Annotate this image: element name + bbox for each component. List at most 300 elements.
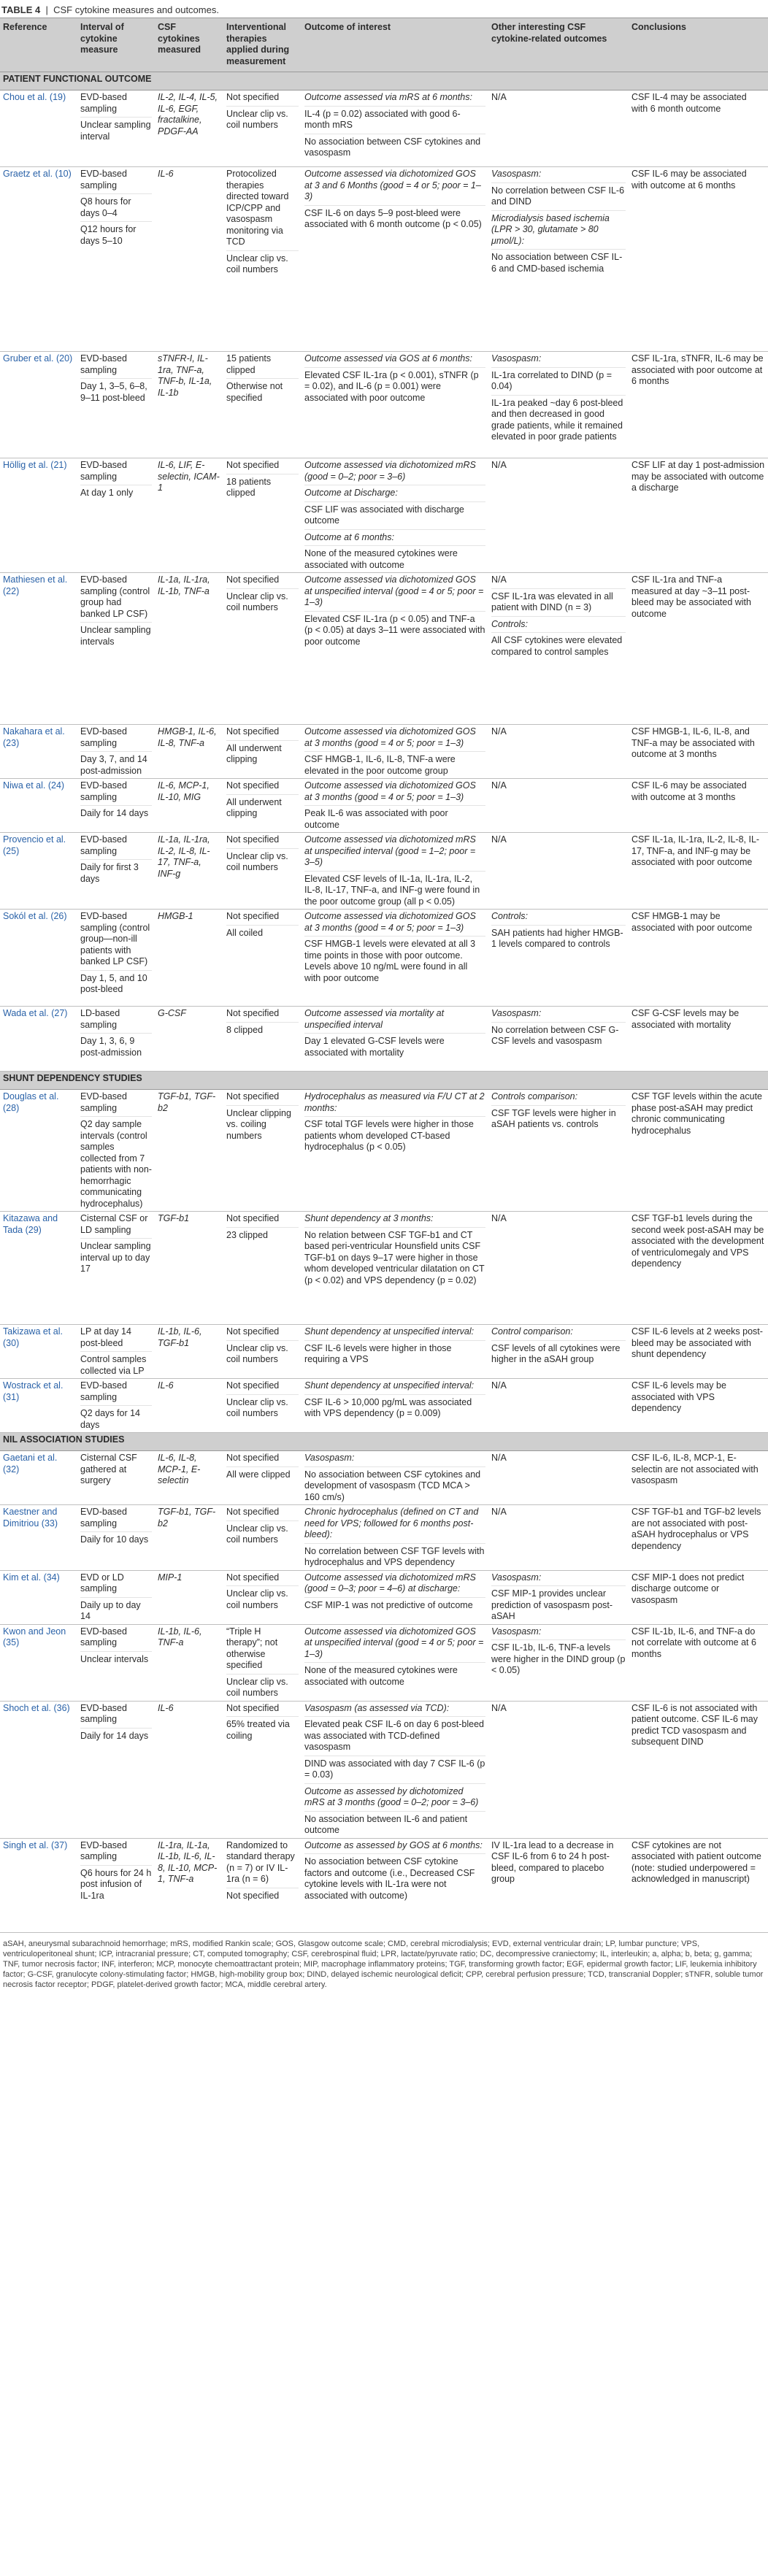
outcome-line: Outcome assessed via dichotomized GOS at unspecified interval (good = 4 or 5; poor = 1–3) [304,574,484,607]
reference-link[interactable]: Provencio et al. (25) [3,834,66,856]
outcome-cell [302,725,488,779]
outcome-line: Peak IL-6 was associated with poor outcome [304,805,485,831]
other-outcome-line: CSF IL-1ra was elevated in all patient with DIND (n = 3) [491,588,626,614]
table-row [0,1007,768,1072]
therapy-line: Unclear clip vs. coil numbers [226,1340,299,1366]
outcome-line: Chronic hydrocephalus (defined on CT and need for VPS; followed for 6 months post-bleed): [304,1507,479,1539]
other-outcomes-cell [488,91,629,167]
outcome-line: Outcome at 6 months: [304,529,485,544]
therapy-line: Not specified [226,834,280,845]
outcome-cell [302,167,488,352]
therapy-line: Not specified [226,1008,280,1018]
table-row [0,779,768,833]
therapy-line: Not specified [226,1213,280,1223]
outcome-line: CSF MIP-1 was not predictive of outcome [304,1597,485,1612]
reference-cell[interactable] [0,1505,77,1571]
interval-line: Day 1, 5, and 10 post-bleed [80,970,152,996]
other-outcome-line: Controls: [491,911,529,921]
reference-cell[interactable] [0,725,77,779]
conclusion-cell: CSF IL-6, IL-8, MCP-1, E-selectin are not associated with vasospasm [629,1451,768,1505]
cytokines-cell: IL-6, MCP-1, IL-10, MIG [155,779,223,833]
therapies-cell [223,725,302,779]
outcome-line: Outcome assessed via mRS at 6 months: [304,92,472,102]
other-outcome-line: CSF MIP-1 provides unclear prediction of vasospasm post-aSAH [491,1585,626,1623]
other-outcome-line: SAH patients had higher HMGB-1 levels compared to controls [491,925,626,950]
therapies-cell [223,779,302,833]
outcome-cell [302,1624,488,1701]
other-outcomes-cell [488,1838,629,1932]
interval-line: EVD-based sampling [80,1507,127,1529]
interval-line: EVD-based sampling [80,834,127,856]
reference-cell[interactable] [0,1090,77,1212]
reference-link[interactable]: Sokól et al. (26) [3,911,67,921]
table-caption [0,3,768,18]
reference-link[interactable]: Chou et al. (19) [3,92,66,102]
therapy-line: All were clipped [226,1466,299,1481]
reference-cell[interactable] [0,910,77,1007]
interval-line: EVD-based sampling [80,1702,127,1724]
table-caption-separator: | [42,4,51,15]
interval-line: EVD-based sampling [80,92,127,114]
reference-cell[interactable] [0,1570,77,1624]
other-outcome-line: N/A [491,1213,507,1223]
therapies-cell [223,352,302,458]
other-outcomes-cell [488,167,629,352]
outcome-cell [302,91,488,167]
other-outcomes-cell [488,1505,629,1571]
reference-link[interactable]: Kim et al. (34) [3,1572,60,1583]
therapies-cell [223,1007,302,1072]
reference-cell[interactable] [0,1701,77,1838]
interval-line: Day 1, 3–5, 6–8, 9–11 post-bleed [80,378,152,404]
cytokine-table [0,18,768,1933]
reference-cell[interactable] [0,91,77,167]
interval-cell [77,1505,155,1571]
other-outcome-line: N/A [491,1380,507,1391]
table-caption-label: TABLE 4 [1,4,41,15]
cytokines-cell: TGF-b1, TGF-b2 [155,1505,223,1571]
section-title: NIL ASSOCIATION STUDIES [0,1433,768,1451]
interval-cell [77,1838,155,1932]
reference-link[interactable]: Niwa et al. (24) [3,780,65,791]
therapy-line: “Triple H therapy”; not otherwise specified [226,1626,278,1670]
table-header-row [0,18,768,72]
conclusion-cell: CSF TGF-b1 levels during the second week post-aSAH may be associated with the development of ventriculomegaly and VPS dependency [629,1212,768,1325]
interval-line: EVD-based sampling [80,1839,127,1861]
other-outcome-line: Vasospasm: [491,353,542,364]
outcome-line: No association between CSF cytokine factors and outcome (i.e., Decreased CSF cytokine levels with IL-1ra were not associated with outcome) [304,1853,485,1902]
outcome-cell [302,833,488,910]
outcome-line: CSF IL-6 on days 5–9 post-bleed were associated with 6 month outcome (p < 0.05) [304,205,485,231]
outcome-line: Elevated CSF IL-1ra (p < 0.05) and TNF-a (p < 0.05) at days 3–11 were associated with poor outcome [304,611,485,648]
interval-cell [77,458,155,573]
reference-cell[interactable] [0,1007,77,1072]
therapy-line: Unclear clip vs. coil numbers [226,1674,299,1699]
outcome-line: No correlation between CSF TGF levels with hydrocephalus and VPS dependency [304,1543,485,1569]
therapy-line: Not specified [226,1380,280,1391]
interval-line: Q8 hours for days 0–4 [80,193,152,219]
interval-line: Q2 days for 14 days [80,1405,152,1431]
interval-cell [77,725,155,779]
cytokines-cell: IL-6 [155,1379,223,1433]
table-row [0,167,768,352]
outcome-line: Outcome assessed via dichotomized GOS at unspecified interval (good = 4 or 5; poor = 1–3) [304,1626,484,1659]
cytokines-cell: IL-6 [155,167,223,352]
therapy-line: All underwent clipping [226,740,299,766]
interval-line: EVD-based sampling [80,353,127,375]
reference-cell[interactable] [0,1451,77,1505]
other-outcome-line: N/A [491,834,507,845]
therapy-line: Unclear clipping vs. coiling numbers [226,1105,299,1142]
outcome-line: CSF total TGF levels were higher in those patients whom developed CT-based hydrocephalus (p < 0.05) [304,1116,485,1153]
therapy-line: Otherwise not specified [226,378,299,404]
other-outcome-line: All CSF cytokines were elevated compared to control samples [491,632,626,658]
table-row [0,1505,768,1571]
interval-line: EVD or LD sampling [80,1572,124,1593]
other-outcomes-cell [488,1325,629,1379]
reference-cell[interactable] [0,458,77,573]
other-outcome-line: N/A [491,460,507,470]
therapies-cell [223,1451,302,1505]
interval-line: LP at day 14 post-bleed [80,1326,131,1348]
outcome-cell [302,1212,488,1325]
table-row [0,1451,768,1505]
reference-cell[interactable] [0,1838,77,1932]
interval-cell [77,1212,155,1325]
conclusion-cell: CSF IL-4 may be associated with 6 month outcome [629,91,768,167]
conclusion-cell: CSF IL-6 levels may be associated with VPS dependency [629,1379,768,1433]
interval-line: Daily for 10 days [80,1531,152,1546]
outcome-line: Vasospasm: [304,1453,355,1463]
interval-line: Q2 day sample intervals (control samples collected from 7 patients with non-hemorrhagic communicating hydrocephalus) [80,1116,152,1210]
other-outcome-line: Control comparison: [491,1326,573,1337]
conclusion-cell: CSF IL-1ra and TNF-a measured at day ~3–11 post-bleed may be associated with outcome [629,573,768,725]
reference-cell[interactable] [0,833,77,910]
other-outcome-line: No correlation between CSF IL-6 and DIND [491,182,626,208]
therapy-line: 8 clipped [226,1022,299,1037]
therapies-cell [223,1090,302,1212]
other-outcome-line: N/A [491,1453,507,1463]
interval-cell [77,1325,155,1379]
cytokines-cell: IL-1b, IL-6, TNF-a [155,1624,223,1701]
table-row [0,458,768,573]
reference-link[interactable]: Douglas et al. (28) [3,1091,59,1113]
reference-link[interactable]: Nakahara et al. (23) [3,726,65,748]
other-outcome-line: N/A [491,574,507,585]
outcome-line: Vasospasm (as assessed via TCD): [304,1702,450,1713]
therapy-line: Not specified [226,1091,280,1101]
reference-cell[interactable] [0,167,77,352]
table-row [0,833,768,910]
interval-line: Q12 hours for days 5–10 [80,221,152,247]
interval-line: EVD-based sampling [80,460,127,482]
interval-line: Daily for 14 days [80,1728,152,1742]
therapy-line: 65% treated via coiling [226,1716,299,1742]
reference-cell[interactable] [0,1624,77,1701]
therapies-cell [223,573,302,725]
interval-line: EVD-based sampling [80,726,127,748]
table-body [0,72,768,1933]
other-outcomes-cell [488,1212,629,1325]
other-outcome-line: Vasospasm: [491,1626,542,1637]
interval-line: EVD-based sampling (control group had banked LP CSF) [80,574,150,619]
interval-cell [77,167,155,352]
reference-cell[interactable] [0,573,77,725]
conclusion-cell: CSF HMGB-1 may be associated with poor outcome [629,910,768,1007]
interval-line: Unclear sampling interval up to day 17 [80,1238,152,1275]
outcome-line: IL-4 (p = 0.02) associated with good 6-month mRS [304,106,485,131]
therapies-cell [223,1701,302,1838]
therapy-line: Not specified [226,1326,280,1337]
conclusion-cell: CSF IL-6 may be associated with outcome at 6 months [629,167,768,352]
section-header-row [0,1433,768,1451]
column-header-therapies: Interventional therapies applied during measurement [223,18,302,72]
therapy-line: All coiled [226,925,299,939]
outcome-line: Outcome assessed via dichotomized mRS at unspecified interval (good = 1–2; poor = 3–5) [304,834,476,867]
therapy-line: 18 patients clipped [226,474,299,499]
interval-line: EVD-based sampling [80,1091,127,1113]
outcome-line: Outcome assessed via dichotomized GOS at 3 months (good = 4 or 5; poor = 1–3) [304,911,476,933]
column-header-interval: Interval of cytokine measure [77,18,155,72]
therapies-cell [223,1624,302,1701]
interval-cell [77,1570,155,1624]
other-outcomes-cell [488,1007,629,1072]
interval-line: At day 1 only [80,485,152,499]
outcome-cell [302,1090,488,1212]
therapy-line: Not specified [226,1702,280,1713]
other-outcomes-cell [488,1451,629,1505]
other-outcome-line: N/A [491,1702,507,1713]
table-row [0,1090,768,1212]
table-row [0,1379,768,1433]
outcome-line: DIND was associated with day 7 CSF IL-6 (p = 0.03) [304,1756,485,1781]
interval-cell [77,352,155,458]
therapies-cell [223,1570,302,1624]
table-row [0,1570,768,1624]
outcome-cell [302,1451,488,1505]
other-outcomes-cell [488,458,629,573]
reference-link[interactable]: Mathiesen et al. (22) [3,574,68,596]
interval-cell [77,1451,155,1505]
reference-link[interactable]: Shoch et al. (36) [3,1702,70,1713]
cytokines-cell: G-CSF [155,1007,223,1072]
outcome-cell [302,779,488,833]
reference-link[interactable]: Gaetani et al. (32) [3,1453,58,1475]
outcome-line: Shunt dependency at unspecified interval: [304,1326,475,1337]
interval-line: EVD-based sampling [80,1380,127,1402]
interval-line: Q6 hours for 24 h post infusion of IL-1ra [80,1865,152,1902]
interval-line: EVD-based sampling (control group—non-ill patients with banked LP CSF) [80,911,150,966]
cytokines-cell: TGF-b1, TGF-b2 [155,1090,223,1212]
reference-link[interactable]: Wostrack et al. (31) [3,1380,64,1402]
other-outcome-line: N/A [491,1507,507,1517]
other-outcomes-cell [488,779,629,833]
outcome-cell [302,910,488,1007]
outcome-line: No association between CSF cytokines and vasospasm [304,134,485,159]
reference-link[interactable]: Takizawa et al. (30) [3,1326,63,1348]
other-outcome-line: IL-1ra correlated to DIND (p = 0.04) [491,367,626,393]
table-caption-text: CSF cytokine measures and outcomes. [53,4,219,15]
interval-line: EVD-based sampling [80,169,127,191]
interval-cell [77,1624,155,1701]
cytokines-cell: sTNFR-I, IL-1ra, TNF-a, TNF-b, IL-1a, IL-1b [155,352,223,458]
reference-cell[interactable] [0,779,77,833]
reference-link[interactable]: Kitazawa and Tada (29) [3,1213,58,1235]
other-outcome-line: Vasospasm: [491,1008,542,1018]
outcome-line: Outcome assessed via dichotomized GOS at 3 months (good = 4 or 5; poor = 1–3) [304,726,476,748]
other-outcome-line: Vasospasm: [491,169,542,179]
conclusion-cell: CSF HMGB-1, IL-6, IL-8, and TNF-a may be associated with outcome at 3 months [629,725,768,779]
outcome-cell [302,1325,488,1379]
outcome-line: Outcome at Discharge: [304,485,485,499]
reference-link[interactable]: Gruber et al. (20) [3,353,73,364]
conclusion-cell: CSF TGF-b1 and TGF-b2 levels are not associated with post-aSAH hydrocephalus or VPS dependency [629,1505,768,1571]
other-outcomes-cell [488,1090,629,1212]
therapy-line: All underwent clipping [226,794,299,820]
therapy-line: Not specified [226,780,280,791]
outcome-line: Outcome assessed via dichotomized mRS (good = 0–2; poor = 3–6) [304,460,476,482]
other-outcome-line: N/A [491,92,507,102]
therapies-cell [223,91,302,167]
other-outcome-line: CSF IL-1b, IL-6, TNF-a levels were higher in the DIND group (p < 0.05) [491,1639,626,1677]
interval-line: Day 3, 7, and 14 post-admission [80,751,152,777]
outcome-line: Outcome assessed via mortality at unspecified interval [304,1008,445,1030]
therapies-cell [223,167,302,352]
cytokines-cell: IL-1b, IL-6, TGF-b1 [155,1325,223,1379]
cytokines-cell: MIP-1 [155,1570,223,1624]
outcome-line: Outcome as assessed by GOS at 6 months: [304,1839,483,1850]
other-outcome-line: Controls comparison: [491,1091,578,1101]
therapy-line: Unclear clip vs. coil numbers [226,848,299,874]
outcome-cell [302,1701,488,1838]
section-title: PATIENT FUNCTIONAL OUTCOME [0,72,768,91]
outcome-line: Day 1 elevated G-CSF levels were associated with mortality [304,1033,485,1058]
interval-line: Unclear intervals [80,1651,152,1666]
therapies-cell [223,833,302,910]
outcome-line: None of the measured cytokines were associated with outcome [304,1662,485,1688]
conclusion-cell: CSF MIP-1 does not predict discharge outcome or vasospasm [629,1570,768,1624]
other-outcomes-cell [488,573,629,725]
outcome-line: Elevated peak CSF IL-6 on day 6 post-bleed was associated with TCD-defined vasospasm [304,1716,485,1753]
other-outcome-line: CSF levels of all cytokines were higher in the aSAH group [491,1340,626,1366]
other-outcome-line: CSF TGF levels were higher in aSAH patients vs. controls [491,1105,626,1131]
other-outcome-line: IL-1ra peaked ~day 6 post-bleed and then decreased in good grade patients, while it remained elevated in poor grade patients [491,395,626,443]
other-outcome-line: N/A [491,780,507,791]
section-header-row [0,1072,768,1090]
therapy-line: Unclear clip vs. coil numbers [226,1585,299,1611]
conclusion-cell: CSF IL-6 may be associated with outcome at 3 months [629,779,768,833]
reference-link[interactable]: Wada et al. (27) [3,1008,68,1018]
outcome-cell [302,352,488,458]
conclusion-cell: CSF IL-6 levels at 2 weeks post-bleed may be associated with shunt dependency [629,1325,768,1379]
interval-cell [77,91,155,167]
outcome-line: Outcome assessed via dichotomized GOS at 3 months (good = 4 or 5; poor = 1–3) [304,780,476,802]
outcome-line: Outcome assessed via dichotomized mRS (good = 0–3; poor = 4–6) at discharge: [304,1572,476,1593]
interval-line: Daily up to day 14 [80,1597,152,1623]
therapy-line: Not specified [226,92,280,102]
therapy-line: Not specified [226,1507,280,1517]
therapy-line: Not specified [226,1453,280,1463]
interval-line: Day 1, 3, 6, 9 post-admission [80,1033,152,1058]
cytokines-cell: HMGB-1, IL-6, IL-8, TNF-a [155,725,223,779]
interval-line: Unclear sampling interval [80,117,152,142]
therapy-line: Not specified [226,1572,280,1583]
conclusion-cell: CSF LIF at day 1 post-admission may be associated with outcome a discharge [629,458,768,573]
column-header-other-outcomes: Other interesting CSF cytokine-related outcomes [488,18,629,72]
reference-link[interactable]: Höllig et al. (21) [3,460,67,470]
interval-line: Unclear sampling intervals [80,622,152,647]
cytokines-cell: IL-1a, IL-1ra, IL-1b, TNF-a [155,573,223,725]
outcome-cell [302,458,488,573]
reference-cell[interactable] [0,1379,77,1433]
other-outcome-line: Controls: [491,616,626,631]
therapy-line: Unclear clip vs. coil numbers [226,106,299,131]
cytokines-cell: HMGB-1 [155,910,223,1007]
outcome-cell [302,1007,488,1072]
cytokines-cell: IL-6, LIF, E-selectin, ICAM-1 [155,458,223,573]
table-row [0,573,768,725]
conclusion-cell: CSF G-CSF levels may be associated with mortality [629,1007,768,1072]
outcome-line: Shunt dependency at unspecified interval: [304,1380,475,1391]
therapy-line: Randomized to standard therapy (n = 7) or IV IL-1ra (n = 6) [226,1839,295,1884]
column-header-conclusions: Conclusions [629,18,768,72]
other-outcomes-cell [488,910,629,1007]
therapy-line: Not specified [226,726,280,737]
cytokines-cell: IL-2, IL-4, IL-5, IL-6, EGF, fractalkine, PDGF-AA [155,91,223,167]
therapy-line: Unclear clip vs. coil numbers [226,1394,299,1420]
reference-link[interactable]: Kaestner and Dimitriou (33) [3,1507,58,1529]
other-outcome-line: IV IL-1ra lead to a decrease in CSF IL-6 from 6 to 24 h post-bleed, compared to placebo group [491,1839,614,1884]
reference-cell[interactable] [0,352,77,458]
therapies-cell [223,1838,302,1932]
reference-link[interactable]: Singh et al. (37) [3,1839,68,1850]
cytokines-cell: IL-6, IL-8, MCP-1, E-selectin [155,1451,223,1505]
section-title: SHUNT DEPENDENCY STUDIES [0,1072,768,1090]
outcome-cell [302,573,488,725]
outcome-line: Outcome as assessed by dichotomized mRS at 3 months (good = 0–2; poor = 3–6) [304,1783,485,1809]
outcome-line: None of the measured cytokines were associated with outcome [304,545,485,571]
other-outcomes-cell [488,352,629,458]
outcome-cell [302,1379,488,1433]
outcome-line: Elevated CSF IL-1ra (p < 0.001), sTNFR (p = 0.02), and IL-6 (p = 0.001) were associated with poor outcome [304,367,485,404]
outcome-cell [302,1570,488,1624]
reference-cell[interactable] [0,1212,77,1325]
interval-cell [77,910,155,1007]
other-outcome-line: Vasospasm: [491,1572,542,1583]
outcome-line: CSF IL-6 > 10,000 pg/mL was associated with VPS dependency (p = 0.009) [304,1394,485,1420]
therapy-line: Unclear clip vs. coil numbers [226,250,299,276]
column-header-reference: Reference [0,18,77,72]
therapy-line: 15 patients clipped [226,353,272,375]
outcome-line: No association between IL-6 and patient outcome [304,1811,485,1837]
interval-cell [77,1379,155,1433]
outcome-line: CSF HMGB-1 levels were elevated at all 3 time points in those with poor outcome. Levels above 10 ng/mL were found in all with poor outcome [304,936,485,984]
table-row [0,1838,768,1932]
reference-cell[interactable] [0,1325,77,1379]
reference-link[interactable]: Graetz et al. (10) [3,169,72,179]
therapy-line: Not specified [226,911,280,921]
therapies-cell [223,1379,302,1433]
therapy-line: Unclear clip vs. coil numbers [226,1520,299,1546]
interval-line: EVD-based sampling [80,1626,127,1648]
column-header-cytokines: CSF cytokines measured [155,18,223,72]
outcome-line: No association between CSF cytokines and development of vasospasm (TCD MCA > 160 cm/s) [304,1466,485,1504]
outcome-line: Outcome assessed via dichotomized GOS at 3 and 6 Months (good = 4 or 5; poor = 1–3) [304,169,481,201]
interval-line: LD-based sampling [80,1008,120,1030]
therapy-line: 23 clipped [226,1227,299,1242]
table-row [0,725,768,779]
reference-link[interactable]: Kwon and Jeon (35) [3,1626,66,1648]
